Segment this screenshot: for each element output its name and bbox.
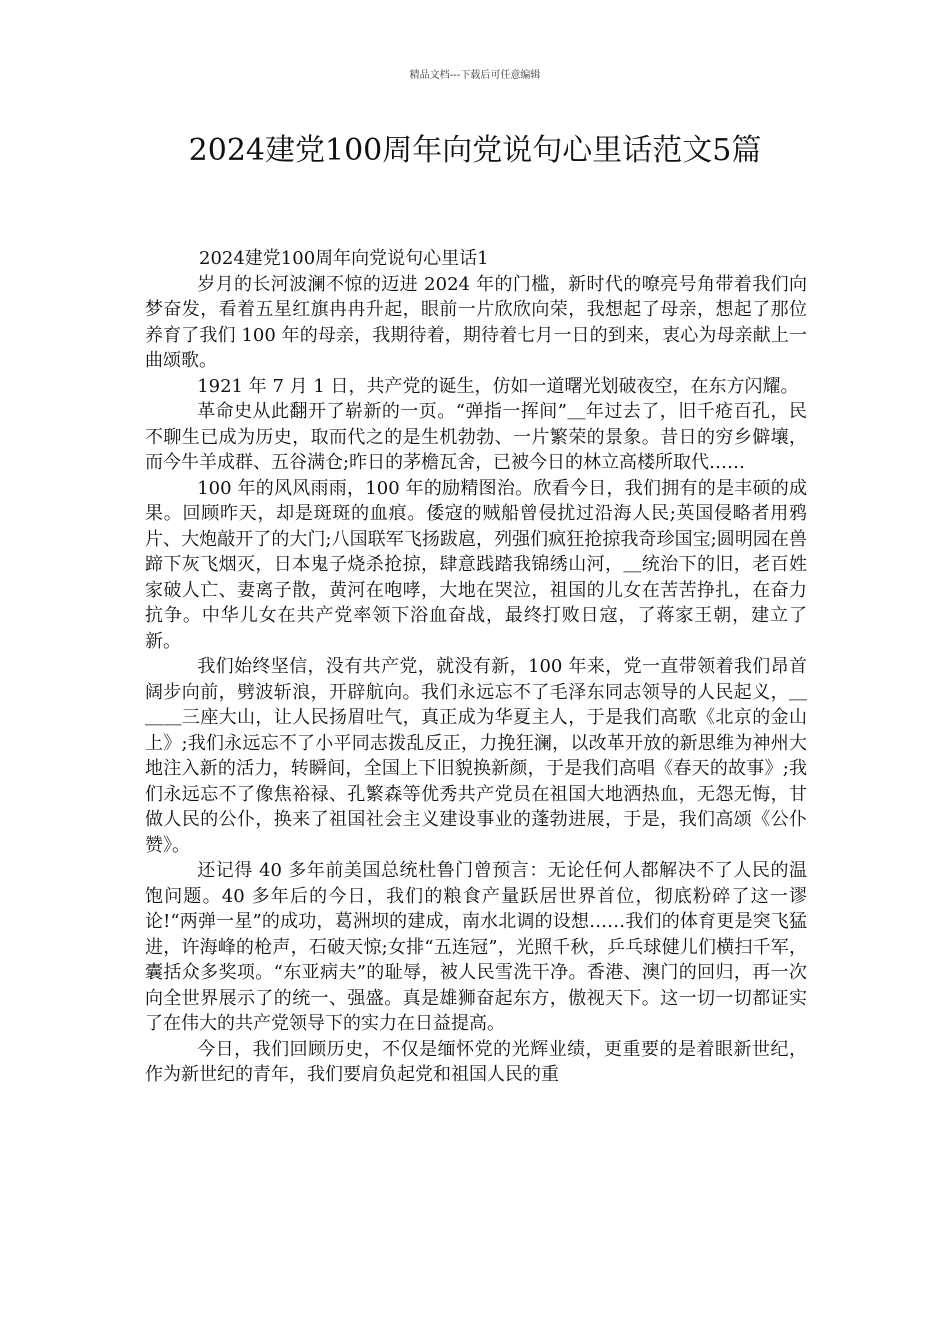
header-note: 精品文档---下载后可任意编辑: [409, 70, 541, 81]
section-heading: 2024建党100周年向党说句心里话1: [199, 248, 489, 269]
document-body: [145, 246, 807, 1088]
paragraph: 革命史从此翻开了崭新的一页。“弹指一挥间”＿年过去了，旧千疮百孔，民不聊生已成为历史，取而代之的是生机勃勃、一片繁荣的景象。昔日的穷乡僻壤，而今牛羊成群、五谷满仓;昨日的茅檐瓦舍，已被今日的林立高楼所取代……: [145, 401, 807, 473]
document-title: 2024建党100周年向党说句心里话范文5篇: [188, 133, 762, 168]
paragraph: 今日，我们回顾历史，不仅是缅怀党的光辉业绩，更重要的是着眼新世纪，作为新世纪的青年，我们要肩负起党和祖国人民的重: [145, 1038, 807, 1085]
paragraph: 还记得 40 多年前美国总统杜鲁门曾预言：无论任何人都解决不了人民的温饱问题。40 多年后的今日，我们的粮食产量跃居世界首位，彻底粉碎了这一谬论!“两弹一星”的成功，葛洲坝的建成，南水北调的设想……我们的体育更是突飞猛进，许海峰的枪声，石破天惊;女排“五连冠”，光照千秋，乒乓球健儿们横扫千军，囊括众多奖项。“东亚病夫”的耻辱，被人民雪洗干净。香港、澳门的回归，再一次向全世界展示了的统一、强盛。真是雄狮奋起东方，傲视天下。这一切一切都证实了在伟大的共产党领导下的实力在日益提高。: [145, 860, 807, 1034]
paragraph: 100 年的风风雨雨，100 年的励精图治。欣看今日，我们拥有的是丰硕的成果。回顾昨天，却是斑斑的血痕。倭寇的贼船曾侵扰过沿海人民;英国侵略者用鸦片、大炮敲开了的大门;八国联军飞扬跋扈，列强们疯狂抢掠我奇珍国宝;圆明园在兽蹄下灰飞烟灭，日本鬼子烧杀抢掠，肆意践踏我锦绣山河，＿统治下的旧，老百姓家破人亡、妻离子散，黄河在咆哮，大地在哭泣，祖国的儿女在苦苦挣扎，在奋力抗争。中华儿女在共产党率领下浴血奋战，最终打败日寇，了蒋家王朝，建立了新。: [145, 477, 807, 652]
paragraph: 我们始终坚信，没有共产党，就没有新，100 年来，党一直带领着我们昂首阔步向前，劈波斩浪，开辟航向。我们永远忘不了毛泽东同志领导的人民起义，＿＿＿三座大山，让人民扬眉吐气，真正成为华夏主人，于是我们高歌《北京的金山上》;我们永远忘不了小平同志拨乱反正，力挽狂澜，以改革开放的新思维为神州大地注入新的活力，转瞬间，全国上下旧貌换新颜，于是我们高唱《春天的故事》;我们永远忘不了像焦裕禄、孔繁森等优秀共产党员在祖国大地洒热血，无怨无悔，甘做人民的公仆，换来了祖国社会主义建设事业的蓬勃进展，于是，我们高颂《公仆赞》。: [145, 656, 807, 856]
paragraph: 岁月的长河波澜不惊的迈进 2024 年的门槛，新时代的嘹亮号角带着我们向梦奋发，看着五星红旗冉冉升起，眼前一片欣欣向荣，我想起了母亲，想起了那位养育了我们 100 年的母亲，我期待着，期待着七月一日的到来，衷心为母亲献上一曲颂歌。: [145, 273, 807, 371]
paragraph: 1921 年 7 月 1 日，共产党的诞生，仿如一道曙光划破夜空，在东方闪耀。: [197, 375, 799, 397]
